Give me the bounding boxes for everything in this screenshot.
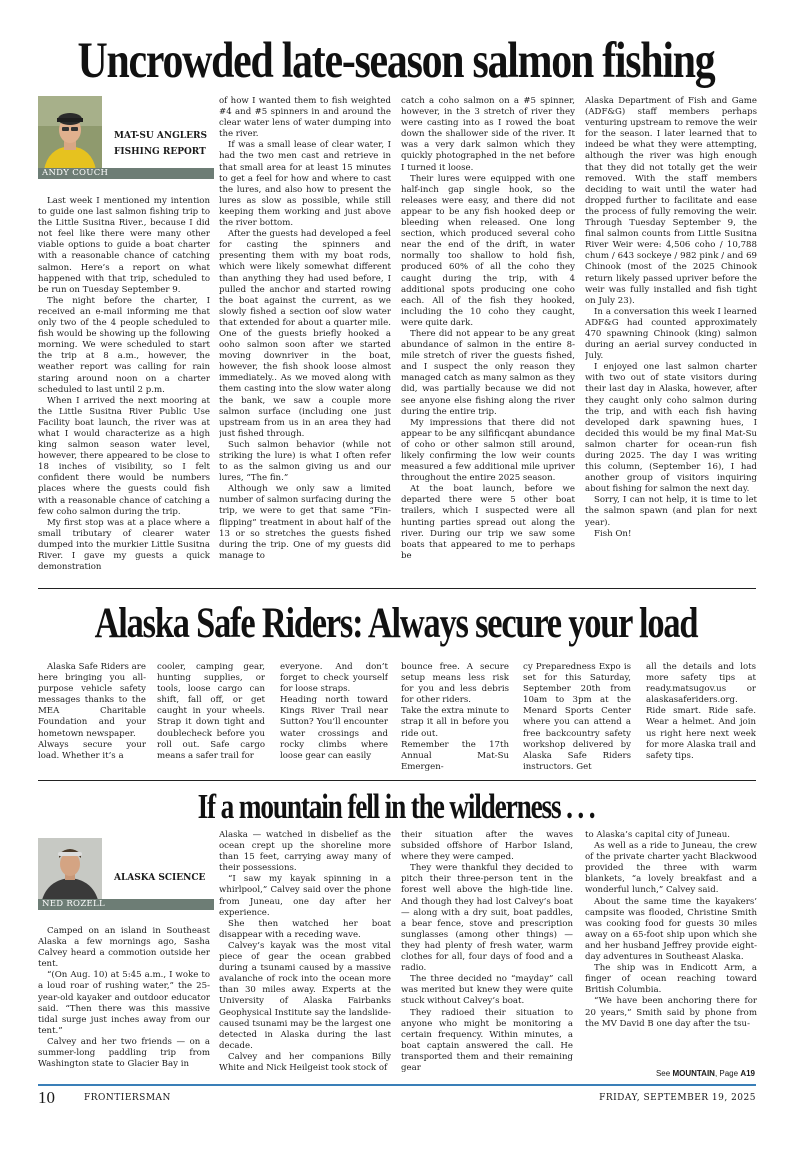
paragraph: Although we only saw a limited number of salmon surfacing during the trip, we were to get that same “Fin-flipping” treatment in about half of the 13 or so stretches the guests fished during the trip. One of my guests did manage to: [219, 484, 391, 561]
page-number: 10: [38, 1088, 55, 1107]
author-photo-andy-couch: [38, 96, 102, 170]
paragraph: catch a coho salmon on a #5 spinner, however, in the 3 stretch of river they were casting into as I rowed the boat down the shallower side of the river. It was a very dark salmon which they quickly photographed in the net before I turned it loose.: [401, 96, 575, 173]
paragraph: The three decided no “mayday” call was merited but knew they were quite stuck without Calvey’s boat.: [401, 974, 573, 1007]
story3-column-2: [219, 830, 391, 1084]
story2-column-4: bounce free. A secure setup means less risk for you and less debris for other riders. Take the extra minute to strap it all in before you ride out. Remember the 17th Annual Mat-Su Emergen-: [401, 662, 509, 772]
story2-column-5: cy Preparedness Expo is set for this Saturday, September 20th from 10am to 3pm at the Menard Sports Center where you can attend a free backcountry safety workshop delivered by Alaska Safe Riders instructors. Get: [523, 662, 631, 772]
story2-column-6: all the details and lots more safety tips at ready.matsugov.us or alaskasaferiders.org. Ride smart. Ride safe. Wear a helmet. And join us right here next week for more Alaska trail and safety tips.: [646, 662, 756, 761]
paragraph: Alaska Department of Fish and Game (ADF&G) staff members perhaps venturing upstream to remove the weir for the season. I later learned that to indeed be what they were attempting, although the river was high enough that they did not totally get the weir removed. With the staff members deciding to wait until the water had dropped further to facilitate and ease the process of fully removing the weir. Through Tuesday September 9, the final salmon counts from Little Susitna River Weir were: 4,506 coho / 10,788 chum / 643 sockeye / 982 pink / and 69 Chinook (most of the 2025 Chinook return likely passed upriver before the weir was fully installed and fish tight on July 23).: [585, 96, 757, 306]
paragraph: Sorry, I can not help, it is time to let the salmon spawn (and plan for next year).: [585, 495, 757, 528]
paragraph: My first stop was at a place where a small tributary of clearer water dumped into the murkier Little Susitna River. I gave my guests a quick demonstration: [38, 517, 210, 573]
section-divider: [38, 780, 756, 781]
paragraph: “We have been anchoring there for 20 years,” Smith said by phone from the MV David B one day after the tsu-: [585, 996, 757, 1029]
column-tag-fishing: [114, 128, 214, 160]
paragraph: She then watched her boat disappear with a receding wave.: [219, 918, 391, 940]
paragraph: Fish On!: [594, 528, 632, 539]
column-tag-line2: FISHING REPORT: [114, 147, 206, 157]
column-tag-science: ALASKA SCIENCE: [114, 873, 206, 883]
paragraph: As well as a ride to Juneau, the crew of the private charter yacht Blackwood provided the three with warm blankets, “a lovely breakfast and a wonderful lunch,” Calvey said.: [585, 841, 757, 896]
author-bar-ned-rozell: NED ROZELL: [38, 899, 214, 910]
paragraph: Calvey and her two friends — on a summer-long paddling trip from Washington state to Glacier Bay in: [38, 1036, 210, 1070]
story3-column-1: [38, 926, 210, 1084]
paragraph: “(On Aug. 10) at 5:45 a.m., I woke to a loud roar of rushing water,” the 25-year-old kayaker and outdoor educator said. “Then there was this massive tidal surge just inches away from our tent.”: [38, 970, 210, 1036]
paragraph: Alaska — watched in disbelief as the ocean crept up the shoreline more than 15 feet, carrying away many of their possessions.: [219, 830, 391, 874]
story1-column-2: [219, 96, 391, 582]
publication-name: FRONTIERSMAN: [84, 1093, 171, 1103]
paragraph: About the same time the kayakers’ campsite was flooded, Christine Smith was cooking food for guests 30 miles away on a 65-foot ship upon which she and her husband Jeffrey provide eight-day adventures in Southeast Alaska.: [585, 896, 757, 963]
author-bar-andy-couch: ANDY COUCH: [38, 168, 214, 179]
jump-page-label: , Page: [714, 1069, 741, 1078]
jump-line[interactable]: [585, 1068, 755, 1080]
paragraph: Calvey’s kayak was the most vital piece of gear the ocean grabbed during a tsunami caused by a massive avalanche of rock into the ocean more than 30 miles away. Experts at the University of Alaska Fairbanks Geophysical Institute say the landslide-caused tsunami may be the largest one detected in Alaska during the last decade.: [219, 940, 391, 1051]
story1-column-3: [401, 96, 575, 582]
paragraph: After the guests had developed a feel for casting the spinners and presenting them with my boat rods, which were likely somewhat different than anything they had used before, I pulled the anchor and started rowing the boat against the current, as we slowly fished a section oof slow water that extended for about a quarter mile. One of the guests briefly hooked a ooho salmon soon after we started moving downriver in the boat, however, the fish shook loose almost immediately.. As we moved along with them casting into the slow water along the bank, we saw a couple more salmon surface (including one just upstream from us in an area they had just fished through.: [219, 229, 391, 439]
story1-column-1: [38, 196, 210, 582]
author-photo-ned-rozell: [38, 838, 102, 900]
story2-headline: Alaska Safe Riders: Always secure your load: [94, 600, 698, 647]
paragraph: There did not appear to be any great abundance of salmon in the entire 8-mile stretch of river the guests fished, and I suspect the only reason they managed catch as many salmon as they did, was partially because we did not see anyone else fishing along the river during the entire trip.: [401, 328, 575, 417]
paragraph: their situation after the waves subsided offshore of Harbor Island, where they were camped.: [401, 830, 573, 863]
paragraph: They were thankful they decided to pitch their three-person tent in the forest well above the high-tide line. And though they had lost Calvey’s boat — along with a dry suit, boat paddles, a bear fence, stove and prescription sunglasses (among other things) — they had plenty of fresh water, warm clothes for all, four days of food and a radio.: [401, 863, 573, 974]
story3-headline: If a mountain fell in the wilderness . . .: [197, 787, 595, 826]
story1-headline: Uncrowded late-season salmon fishing: [77, 33, 715, 89]
story3-column-4: [585, 830, 757, 1066]
story1-column-4: [585, 96, 757, 582]
paragraph: My impressions that there did not appear to be any silfificqant abundance of coho or other salmon still around, likely confirming the low weir counts measured a few additional mile upriver throughout the entire 2025 season.: [401, 417, 575, 484]
paragraph: I enjoyed one last salmon charter with two out of state visitors during their last day in Alaska, however, after they caught only coho salmon during the trip, and with each fish having developed dark spawning hues, I decided this would be my final Mat-Su salmon charter for ocean-run fish during 2025. The day I was writing this column, (September 16), I had another group of visitors inquiring about fishing for salmon the next day.: [585, 362, 757, 495]
story3-column-3: [401, 830, 573, 1084]
paragraph: to Alaska’s capital city of Juneau.: [585, 830, 730, 840]
jump-page-number: A19: [740, 1069, 755, 1078]
paragraph: of how I wanted them to fish weighted #4 and #5 spinners in and around the clear water lens of water dumping into the river.: [219, 96, 391, 140]
paragraph: Calvey and her companions Billy White and Nick Heilgeist took stock of: [219, 1051, 391, 1073]
story2-column-3: everyone. And don’t forget to check yourself for loose straps. Heading north toward Kings River Trail near Sutton? You’ll encounter water crossings and rocky climbs where loose gear can easily: [280, 662, 388, 761]
paragraph: Last week I mentioned my intention to guide one last salmon fishing trip to the Little Susitna River., because I did not feel like there were many other viable options to guide a boat charter with a reasonable chance of catching salmon. Here’s a report on what happened with that trip, scheduled to be run on Tuesday September 9.: [38, 196, 210, 295]
section-divider: [38, 588, 756, 589]
paragraph: The night before the charter, I received an e-mail informing me that only two of the 4 people scheduled to fish would be showing up the following morning. We were scheduled to start the trip at 8 a.m., however, the weather report was calling for rain staring around noon on a charter scheduled to last until 2 p.m.: [38, 295, 210, 395]
paragraph: Such salmon behavior (while not striking the lure) is what I often refer to as the salmon giving us and our lures, “The fin.”: [219, 439, 391, 484]
jump-word: MOUNTAIN: [672, 1069, 715, 1078]
footer-rule: [38, 1084, 756, 1086]
paragraph: Camped on an island in Southeast Alaska a few mornings ago, Sasha Calvey heard a commotion outside her tent.: [38, 926, 210, 970]
paragraph: They radioed their situation to anyone who might be monitoring a certain frequency. Within minutes, a boat captain answered the call. He transported them and their remaining gear: [401, 1007, 573, 1073]
paragraph: When I arrived the next mooring at the Little Susitna River Public Use Facility boat launch, the river was at what I would characterize as a high king salmon season water level, however, there appeared to be close to 18 inches of visibility, so I felt confident there would be numbers places where the guests could fish with a reasonable chance of catching a few coho salmon during the trip.: [38, 395, 210, 517]
jump-prefix: See: [655, 1069, 673, 1078]
paragraph: In a conversation this week I learned ADF&G had counted approximately 470 spawning Chinook (king) salmon during an aerial survey conducted in July.: [585, 306, 757, 362]
paragraph: The ship was in Endicott Arm, a finger of ocean reaching toward British Columbia.: [585, 963, 757, 996]
issue-date: FRIDAY, SEPTEMBER 19, 2025: [599, 1093, 756, 1103]
paragraph: At the boat launch, before we departed there were 5 other boat trailers, which I suspected were all hunting parties spread out along the river. During our trip we saw some boats that appeared to me to perhaps be: [401, 484, 575, 561]
story2-column-2: cooler, camping gear, hunting supplies, or tools, loose cargo can shift, fall off, or get caught in your wheels. Strap it down tight and doublecheck before you roll out. Safe cargo means a safer trail for: [157, 662, 265, 761]
story2-column-1: Alaska Safe Riders are here bringing you all-purpose vehicle safety messages thanks to the MEA Charitable Foundation and your hometown newspaper. Always secure your load. Whether it’s a: [38, 662, 146, 761]
paragraph: “I saw my kayak spinning in a whirlpool,” Calvey said over the phone from Juneau, one day after her experience.: [219, 874, 391, 918]
column-tag-line1: MAT-SU ANGLERS: [114, 131, 207, 141]
paragraph: Their lures were equipped with one half-inch gap single hook, so the releases were easy, and there did not appear to be any fish hooked deep or bleeding when released. One long section, which produced several coho near the end of the drift, in water normally too shallow to hold fish, produced 60% of all the coho they caught during the trip, with 4 additional spots producing one coho each. All of the fish they hooked, including the 10 coho they caught, were quite dark.: [401, 173, 575, 328]
paragraph: If was a small lease of clear water, I had the two men cast and retrieve in that small area for at least 15 minutes to get a feel for how and where to cast the lures, and also how to present the lures as slow as possible, while still keeping them working and just above the river bottom.: [219, 140, 391, 229]
